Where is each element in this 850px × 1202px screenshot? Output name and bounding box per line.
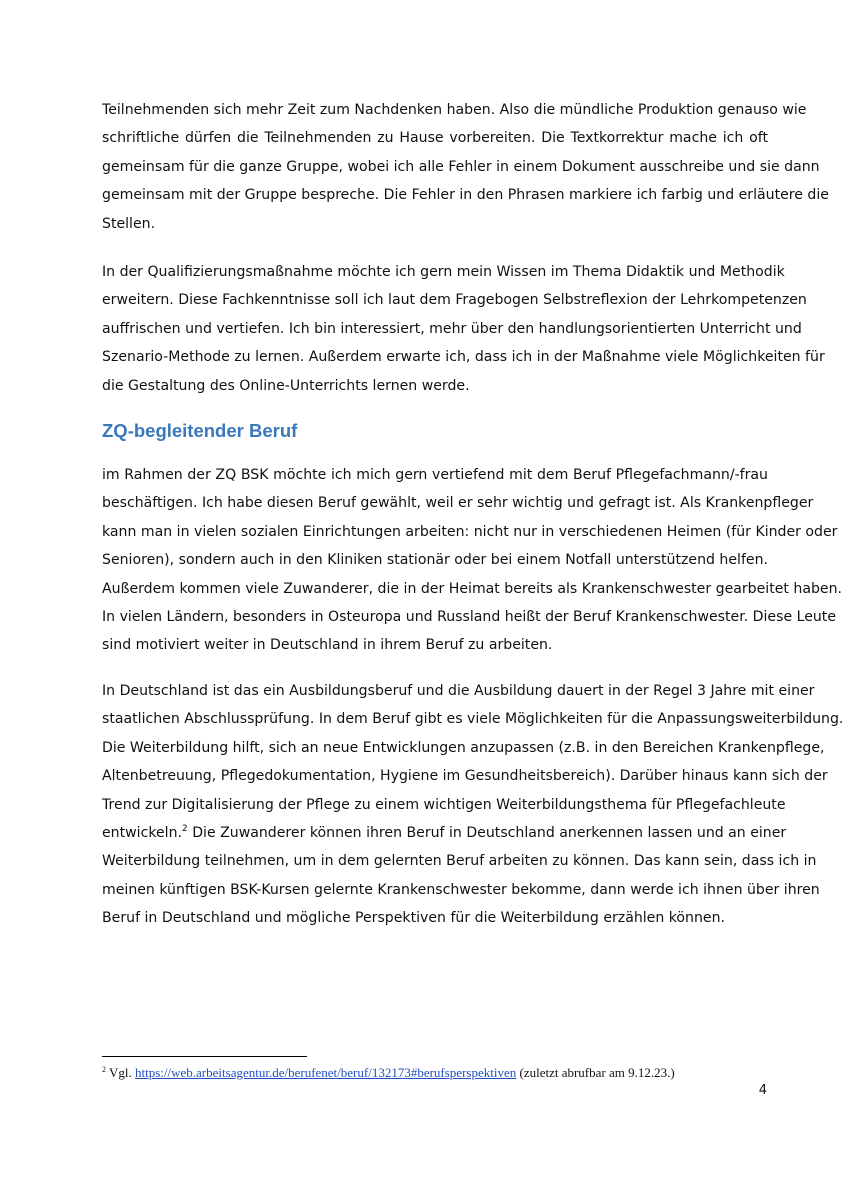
footnote-number: 2 xyxy=(102,1065,106,1074)
text-line: Szenario-Methode zu lernen. Außerdem erwarte ich, dass ich in der Maßnahme viele Möglichkeiten für xyxy=(102,349,825,366)
text-line: meinen künftigen BSK-Kursen gelernte Krankenschwester bekomme, dann werde ich ihnen über ihren xyxy=(102,881,820,898)
footnote xyxy=(102,1065,675,1081)
text-line: Beruf in Deutschland und mögliche Perspektiven für die Weiterbildung erzählen können. xyxy=(102,910,726,927)
footnote-prefix: Vgl. xyxy=(106,1065,136,1080)
section-heading: ZQ-begleitender Beruf xyxy=(102,420,298,441)
text-line: sind motiviert weiter in Deutschland in ihrem Beruf zu arbeiten. xyxy=(102,637,553,654)
text-line: beschäftigen. Ich habe diesen Beruf gewählt, weil er sehr wichtig und gefragt ist. Als Krankenpfleger xyxy=(102,495,814,512)
text-line: In Deutschland ist das ein Ausbildungsberuf und die Ausbildung dauert in der Regel 3 Jahre mit einer xyxy=(102,683,815,699)
paragraph-2 xyxy=(102,258,825,400)
footnote-reference[interactable]: 2 xyxy=(181,824,188,835)
text-line: Stellen. xyxy=(102,215,156,232)
text-line: Teilnehmenden sich mehr Zeit zum Nachdenken haben. Also die mündliche Produktion genauso wie xyxy=(102,102,807,118)
page-number: 4 xyxy=(758,1083,767,1098)
text-line: auffrischen und vertiefen. Ich bin interessiert, mehr über den handlungsorientierten Unterricht und xyxy=(102,320,802,337)
text-line: Die Weiterbildung hilft, sich an neue Entwicklungen anzupassen (z.B. in den Bereichen Krankenpflege, xyxy=(102,739,825,756)
text-fragment: entwickeln. xyxy=(102,825,182,842)
text-line: In der Qualifizierungsmaßnahme möchte ich gern mein Wissen im Thema Didaktik und Methodik xyxy=(102,264,785,280)
text-line: schriftliche dürfen die Teilnehmenden zu Hause vorbereiten. Die Textkorrektur mache ich oft xyxy=(102,130,768,147)
text-line: kann man in vielen sozialen Einrichtungen arbeiten: nicht nur in verschiedenen Heimen (für Kinder oder xyxy=(102,523,838,540)
text-line: Senioren), sondern auch in den Kliniken stationär oder bei einem Notfall unterstützend helfen. xyxy=(102,552,768,569)
footnote-suffix: (zuletzt abrufbar am 9.12.23.) xyxy=(516,1065,675,1080)
text-line: die Gestaltung des Online-Unterrichts lernen werde. xyxy=(102,377,470,394)
text-line-with-footnote-ref xyxy=(102,819,787,847)
text-fragment: Die Zuwanderer können ihren Beruf in Deutschland anerkennen lassen und an einer xyxy=(187,825,787,842)
text-line: Altenbetreuung, Pflegedokumentation, Hygiene im Gesundheitsbereich). Darüber hinaus kann sich der xyxy=(102,768,828,785)
paragraph-4 xyxy=(102,677,844,933)
text-line: Außerdem kommen viele Zuwanderer, die in der Heimat bereits als Krankenschwester gearbeitet haben. xyxy=(102,580,843,597)
paragraph-1 xyxy=(102,96,829,238)
text-line: erweitern. Diese Fachkenntnisse soll ich laut dem Fragebogen Selbstreflexion der Lehrkompetenzen xyxy=(102,292,807,309)
text-line: Weiterbildung teilnehmen, um in dem gelernten Beruf arbeiten zu können. Das kann sein, dass ich in xyxy=(102,853,817,870)
text-line: im Rahmen der ZQ BSK möchte ich mich gern vertiefend mit dem Beruf Pflegefachmann/-frau xyxy=(102,467,768,483)
text-line: gemeinsam mit der Gruppe bespreche. Die Fehler in den Phrasen markiere ich farbig und erläutere die xyxy=(102,187,829,204)
paragraph-3 xyxy=(102,461,843,660)
footnote-separator xyxy=(102,1056,307,1057)
text-line: staatlichen Abschlussprüfung. In dem Beruf gibt es viele Möglichkeiten für die Anpassungsweiterbildung. xyxy=(102,711,844,728)
text-line: gemeinsam für die ganze Gruppe, wobei ich alle Fehler in einem Dokument ausschreibe und sie dann xyxy=(102,158,820,175)
footnote-link[interactable]: https://web.arbeitsagentur.de/berufenet/beruf/132173#berufsperspektiven xyxy=(135,1065,517,1080)
text-line: In vielen Ländern, besonders in Osteuropa und Russland heißt der Beruf Krankenschwester. Diese Leute xyxy=(102,609,836,626)
text-line: Trend zur Digitalisierung der Pflege zu einem wichtigen Weiterbildungsthema für Pflegefachleute xyxy=(102,796,786,813)
